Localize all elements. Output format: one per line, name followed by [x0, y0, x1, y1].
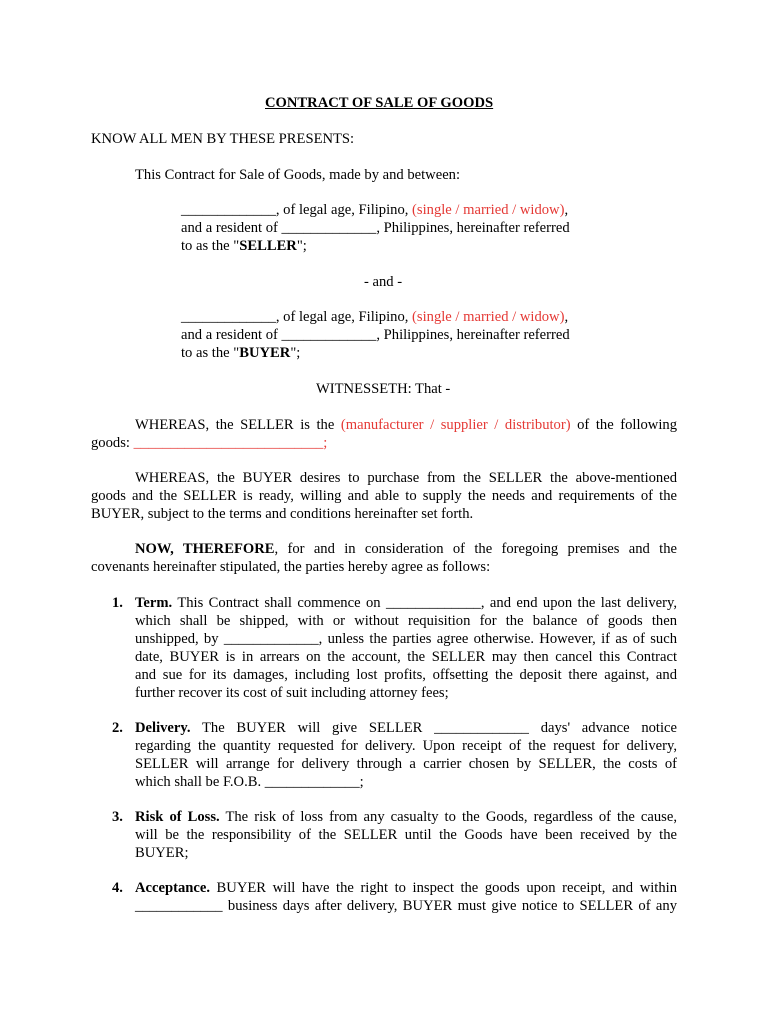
clause-1-line-3: unshipped, by _____________, unless the parties agree otherwise. However, if as of such: [135, 631, 677, 647]
clause-1-line-5: and sue for its damages, including lost profits, offsetting the deposit there against, and: [135, 667, 677, 683]
clause-1-line-4: date, BUYER is in arrears on the account, the SELLER may then cancel this Contract: [135, 649, 677, 665]
witnesseth-line: WITNESSETH: That -: [316, 381, 451, 397]
buyer-line-3: to as the "BUYER";: [181, 345, 301, 361]
clause-3-line-1: Risk of Loss. The risk of loss from any casualty to the Goods, regardless of the cause,: [135, 809, 677, 825]
clause-2-line-2: regarding the quantity requested for delivery. Upon receipt of the request for delivery,: [135, 738, 677, 754]
whereas1-line-1: WHEREAS, the SELLER is the (manufacturer / supplier / distributor) of the following: [135, 417, 677, 433]
clause-1-heading: Term.: [135, 595, 173, 611]
buyer-line-1: _____________, of legal age, Filipino, (single / married / widow),: [181, 309, 569, 325]
whereas2-line-3: BUYER, subject to the terms and conditions hereinafter set forth.: [91, 506, 474, 522]
clause-2-heading: Delivery.: [135, 720, 191, 736]
buyer-civil-status: (single / married / widow): [412, 309, 565, 325]
opening-line: KNOW ALL MEN BY THESE PRESENTS:: [91, 131, 355, 147]
seller-label: SELLER: [239, 238, 297, 254]
now-therefore-line-1: NOW, THEREFORE, for and in consideration of the foregoing premises and the: [135, 541, 677, 557]
clause-3-heading: Risk of Loss.: [135, 809, 220, 825]
clause-1-line-1: Term. This Contract shall commence on _____________, and end upon the last delivery,: [135, 595, 677, 611]
clause-1-number: 1.: [112, 595, 123, 611]
buyer-name-blank: _____________: [181, 309, 276, 325]
clause-3-line-3: BUYER;: [135, 845, 189, 861]
clause-4-line-2: ____________ business days after delivery, BUYER must give notice to SELLER of any: [135, 898, 677, 914]
clause-2-line-1: Delivery. The BUYER will give SELLER _____________ days' advance notice: [135, 720, 677, 736]
whereas1-line-2: goods: __________________________;: [91, 435, 328, 451]
seller-line-3: to as the "SELLER";: [181, 238, 307, 254]
clause-3-line-2: will be the responsibility of the SELLER until the Goods have been received by the: [135, 827, 677, 843]
clause-2-number: 2.: [112, 720, 123, 736]
whereas2-line-1: WHEREAS, the BUYER desires to purchase from the SELLER the above-mentioned: [135, 470, 677, 486]
and-separator: - and -: [364, 274, 403, 290]
clause-2-line-3: SELLER will arrange for delivery through a carrier chosen by SELLER, the costs of: [135, 756, 677, 772]
seller-line-1: _____________, of legal age, Filipino, (single / married / widow),: [181, 202, 569, 218]
buyer-label: BUYER: [239, 345, 291, 361]
clause-4-line-1: Acceptance. BUYER will have the right to inspect the goods upon receipt, and within: [135, 880, 677, 896]
whereas2-line-2: goods and the SELLER is ready, willing and able to supply the needs and requirements of the: [91, 488, 677, 504]
page-title: CONTRACT OF SALE OF GOODS: [265, 95, 494, 111]
buyer-line-2: and a resident of _____________, Philippines, hereinafter referred: [181, 327, 570, 343]
seller-civil-status: (single / married / widow): [412, 202, 565, 218]
clause-1-line-2: which shall be shipped, with or without requisition for the balance of goods then: [135, 613, 677, 629]
now-therefore-line-2: covenants hereinafter stipulated, the parties hereby agree as follows:: [91, 559, 491, 575]
seller-role-options: (manufacturer / supplier / distributor): [340, 417, 571, 433]
clause-4-heading: Acceptance.: [135, 880, 210, 896]
seller-name-blank: _____________: [181, 202, 276, 218]
clause-2-line-4: which shall be F.O.B. _____________;: [135, 774, 364, 790]
seller-line-2: and a resident of _____________, Philippines, hereinafter referred: [181, 220, 570, 236]
clause-1-line-6: further recover its cost of suit including attorney fees;: [135, 685, 449, 701]
clause-3-number: 3.: [112, 809, 123, 825]
clause-4-number: 4.: [112, 880, 123, 896]
goods-blank: __________________________;: [133, 435, 328, 451]
intro-line: This Contract for Sale of Goods, made by and between:: [135, 167, 461, 183]
